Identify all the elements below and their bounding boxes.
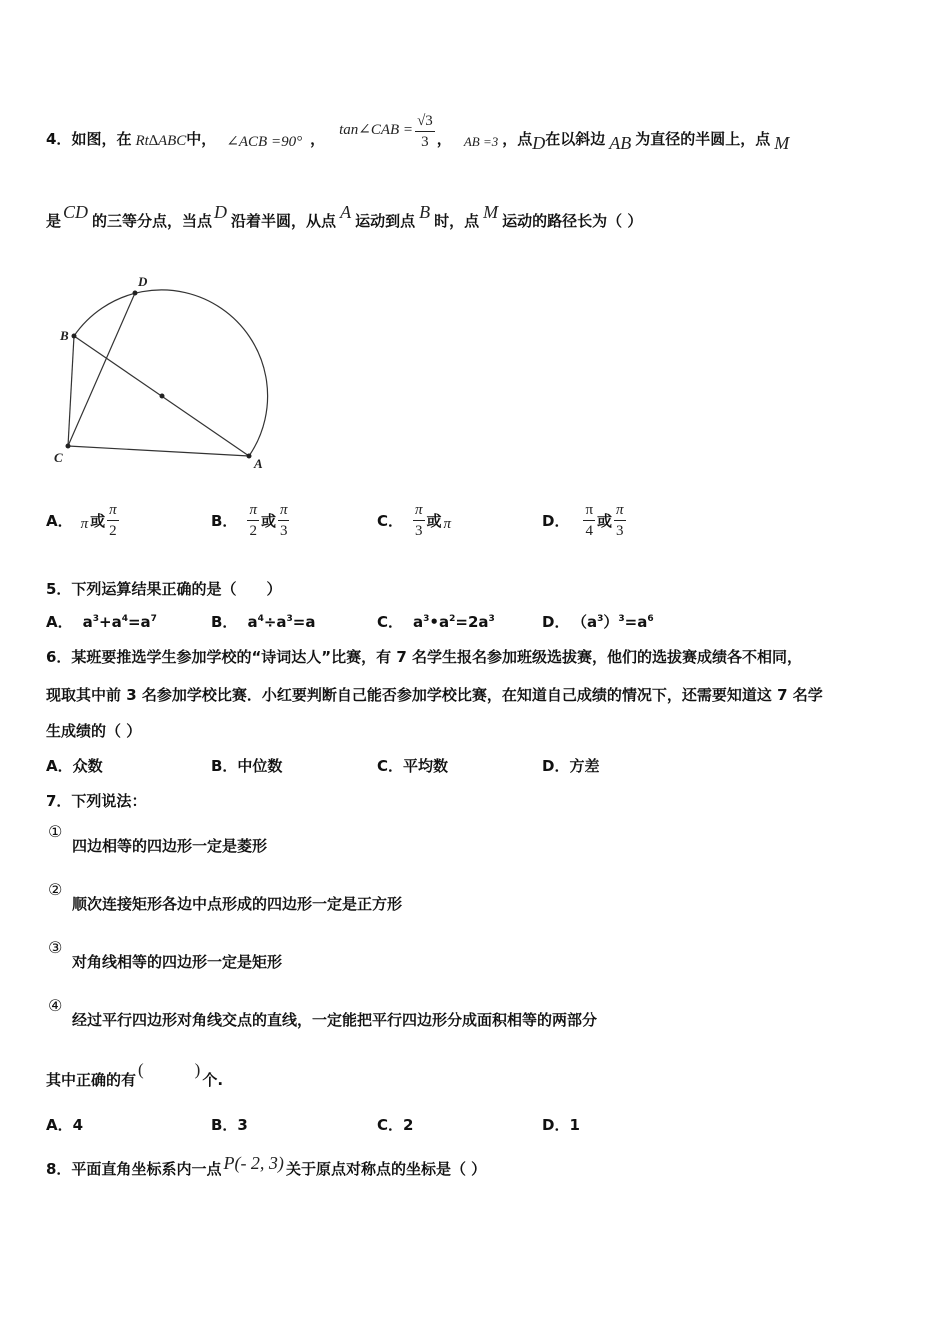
q6-line3: 生成绩的（ ） <box>46 722 142 740</box>
q4-option-b[interactable] <box>211 498 291 542</box>
option-label: B． <box>211 511 238 530</box>
semicircle-arc <box>74 290 268 456</box>
q7-option-b[interactable]: B．3 <box>211 1116 248 1134</box>
q7-item-2-text: 顺次连接矩形各边中点形成的四边形一定是正方形 <box>72 895 403 913</box>
point-c <box>66 444 71 449</box>
q4-text: 时，点 <box>434 211 480 230</box>
q4-point-m: M <box>483 201 499 222</box>
q4-text: ， <box>436 129 452 148</box>
option-fraction <box>583 500 595 541</box>
q4-option-c[interactable] <box>377 498 451 542</box>
option-expression: $a^3+a^4=a^7$ <box>82 613 157 631</box>
q6-option-c[interactable]: C．平均数 <box>377 757 449 775</box>
frac-num: π <box>247 500 259 521</box>
point-b <box>72 334 77 339</box>
q8-text: 关于原点对称点的坐标是（ ） <box>285 1159 487 1178</box>
q4-angle: ∠ACB =90° <box>226 133 303 150</box>
q4-text: 为直径的半圆上，点 <box>635 129 771 148</box>
q6-option-b[interactable]: B．中位数 <box>211 757 283 775</box>
q7-tail-a: 其中正确的有 <box>46 1071 137 1089</box>
circled-number: ③ <box>48 938 63 957</box>
q4-text: 是 <box>46 211 62 230</box>
q7-item-4-text: 经过平行四边形对角线交点的直线，一定能把平行四边形分成面积相等的两部分 <box>72 1011 598 1029</box>
q7-item-1-text: 四边相等的四边形一定是菱形 <box>72 837 268 855</box>
q5-stem: 5．下列运算结果正确的是（ ） <box>46 580 282 598</box>
option-fraction <box>614 500 626 541</box>
circled-number: ④ <box>48 996 63 1015</box>
q7-option-c[interactable]: C．2 <box>377 1116 414 1134</box>
option-or: 或 <box>260 511 276 530</box>
q7-option-a[interactable]: A．4 <box>46 1116 84 1134</box>
q4-text: 运动的路径长为（ ） <box>502 211 643 230</box>
q4-text: 中， <box>186 129 217 148</box>
option-expression: $a^3•a^2=2a^3$ <box>413 613 495 631</box>
frac-den: 2 <box>249 522 257 539</box>
option-label: D． <box>542 613 570 631</box>
frac-num: π <box>107 500 119 521</box>
q4-text: ，点 <box>502 129 533 148</box>
label-b: B <box>60 328 69 343</box>
q4-text: 如图，在 <box>71 129 132 148</box>
q4-option-d[interactable] <box>542 498 628 542</box>
option-or: 或 <box>426 511 442 530</box>
point-d <box>133 291 138 296</box>
center-point <box>160 394 165 399</box>
frac-den: 3 <box>415 522 423 539</box>
point-a <box>247 454 252 459</box>
frac-num: π <box>278 500 290 521</box>
q4-text: 的三等分点，当点 <box>92 211 213 230</box>
q4-triangle: Rt∆ABC <box>135 132 187 149</box>
q4-point-b: B <box>419 201 431 222</box>
frac-den: 3 <box>279 522 288 539</box>
q7-stem: 7．下列说法： <box>46 792 147 810</box>
frac-den: 2 <box>109 522 117 539</box>
segment-cd <box>68 293 135 446</box>
circled-number: ② <box>48 880 63 899</box>
q4-option-a[interactable] <box>46 498 121 542</box>
q4-line1 <box>46 112 790 158</box>
option-expression: $(a^3)^3=a^6$ <box>579 613 654 631</box>
frac-num: π <box>413 500 425 521</box>
q6-line1: 6．某班要推选学生参加学校的“诗词达人”比赛，有 7 名学生报名参加班级选拔赛，他们的选拔赛成绩各不相同， <box>46 648 803 666</box>
option-label: A． <box>46 613 73 631</box>
option-label: D． <box>542 511 570 530</box>
q6-option-d[interactable]: D．方差 <box>542 757 600 775</box>
label-a: A <box>254 456 263 471</box>
label-d: D <box>138 274 148 289</box>
q4-text: 运动到点 <box>355 211 416 230</box>
frac-den: 4 <box>585 522 593 539</box>
q4-point-m: M <box>774 132 790 153</box>
option-fraction <box>107 500 119 541</box>
q7-blank: ( ) <box>138 1060 201 1079</box>
option-or: 或 <box>597 511 613 530</box>
circled-number: ① <box>48 822 63 841</box>
segment-ca <box>68 446 249 456</box>
q4-point-d: D <box>532 132 546 153</box>
option-fraction <box>247 500 259 541</box>
q7-item-4-mark <box>48 996 62 1015</box>
q4-point-a: A <box>340 201 352 222</box>
q4-tan-den: 3 <box>421 133 429 150</box>
q4-text: 沿着半圆，从点 <box>231 211 337 230</box>
q4-text: 在以斜边 <box>545 129 606 148</box>
option-label: A． <box>46 511 73 530</box>
q5-option-a[interactable] <box>46 611 157 632</box>
option-value: π <box>443 515 452 532</box>
frac-num: π <box>583 500 595 521</box>
q4-line2 <box>46 200 642 240</box>
q4-number: 4． <box>46 129 72 148</box>
q4-segment-ab: AB <box>609 132 632 153</box>
q7-item-2-mark <box>48 880 62 899</box>
q7-item-1-mark <box>48 822 62 841</box>
option-value: π <box>80 515 89 532</box>
option-label: B． <box>211 613 238 631</box>
q7-option-d[interactable]: D．1 <box>542 1116 580 1134</box>
q4-tan-fraction <box>415 111 435 152</box>
q4-text: ， <box>310 129 326 148</box>
q7-item-3-mark <box>48 938 62 957</box>
q7-tail <box>46 1055 223 1090</box>
label-c: C <box>54 450 63 465</box>
option-label: C． <box>377 511 404 530</box>
option-fraction <box>413 500 425 541</box>
q8-point: P(- 2, 3) <box>223 1152 284 1173</box>
option-label: C． <box>377 613 404 631</box>
option-or: 或 <box>90 511 106 530</box>
option-expression: $a^4\div a^3=a$ <box>247 613 316 631</box>
frac-den: 3 <box>616 522 624 539</box>
q4-tan: tan∠CAB = <box>339 121 414 138</box>
q4-tan-num: √3 <box>415 111 435 132</box>
q4-point-d: D <box>214 201 228 222</box>
option-fraction <box>278 500 290 541</box>
q5-option-c[interactable] <box>377 611 495 632</box>
q8-line <box>46 1148 486 1188</box>
q8-text: 8．平面直角坐标系内一点 <box>46 1159 222 1178</box>
segment-bc <box>68 336 74 446</box>
q7-tail-b: 个. <box>202 1071 224 1089</box>
q6-option-a[interactable]: A．众数 <box>46 757 103 775</box>
frac-num: π <box>614 500 626 521</box>
q4-ab-length: AB =3 <box>463 134 499 149</box>
q5-option-d[interactable] <box>542 611 654 632</box>
q7-item-3-text: 对角线相等的四边形一定是矩形 <box>72 953 283 971</box>
q5-option-b[interactable] <box>211 611 316 632</box>
q6-line2: 现取其中前 3 名参加学校比赛．小红要判断自己能否参加学校比赛，在知道自己成绩的情况下，还需要知道这 7 名学 <box>46 686 823 704</box>
q4-segment-cd: CD <box>63 201 89 222</box>
q4-figure <box>46 270 286 475</box>
